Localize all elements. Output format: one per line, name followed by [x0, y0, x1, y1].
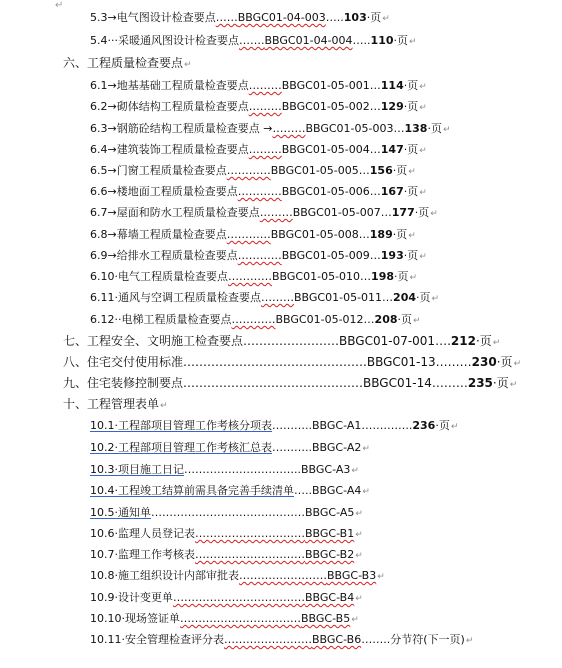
toc-entry-leader: ……….. [272, 441, 312, 454]
paragraph-mark-icon: ↵ [355, 594, 363, 604]
toc-entry-page-unit: ·页 [416, 291, 431, 304]
toc-entry-number: 九、 [63, 376, 88, 390]
toc-entry-title: ·工程部项目管理工作考核汇总表 [114, 441, 272, 454]
toc-entry-code: BBGC-A3 [301, 463, 351, 476]
toc-entry[interactable] [90, 248, 427, 264]
toc-entry-title: ·设计变更单 [114, 591, 173, 604]
toc-entry-leader: … [369, 249, 381, 262]
toc-entry-number: 10.1 [90, 419, 115, 432]
paragraph-mark-icon: ↵ [377, 572, 385, 582]
paragraph-mark-icon: ↵ [184, 60, 192, 70]
toc-entry-page: 177 [391, 206, 415, 219]
toc-entry-page: 235 [467, 376, 493, 390]
paragraph-mark-icon: ↵ [409, 273, 418, 283]
toc-entry-leader: ……… [272, 122, 306, 135]
toc-entry-leader: … [360, 270, 372, 283]
toc-entry-leader: ……… [259, 206, 293, 219]
toc-entry-page-unit: ·页 [392, 228, 408, 241]
paragraph-mark-icon: ↵ [355, 530, 363, 540]
toc-entry-leader: ……… [431, 376, 468, 390]
toc-entry-number: 6.2 [90, 100, 108, 113]
toc-entry-code: BBGC01-05-012 [275, 313, 364, 326]
toc-entry[interactable] [90, 184, 427, 200]
toc-entry[interactable] [90, 505, 363, 521]
toc-entry-leader: ………………………… [195, 548, 305, 561]
toc-entry-title: →门窗工程质量检查要点 [107, 164, 227, 177]
toc-entry[interactable] [90, 205, 438, 221]
paragraph-mark-icon: ↵ [413, 316, 421, 326]
toc-entry-page: 103 [343, 11, 367, 24]
toc-entry-leader: ………… [228, 270, 272, 283]
toc-entry-page: 236 [412, 419, 436, 432]
toc-entry[interactable] [90, 526, 363, 542]
toc-entry-number: 10.2 [90, 441, 115, 454]
toc-entry-leader: … [369, 79, 381, 92]
paragraph-mark-icon: ↵ [419, 252, 427, 262]
toc-entry-code: BBGC01-05-006 [281, 185, 370, 198]
paragraph-mark-icon: ↵ [355, 551, 363, 561]
paragraph-mark-icon: ↵ [160, 401, 168, 411]
toc-entry-number: 6.4 [90, 143, 108, 156]
toc-entry-title: ·工程部项目管理工作考核分项表 [114, 419, 272, 432]
toc-entry-number: 6.10 [90, 270, 115, 283]
toc-entry-title: 住宅装修控制要点 [87, 376, 184, 390]
toc-entry-number: 10.10 [90, 612, 122, 625]
toc-entry-page: 147 [380, 143, 404, 156]
toc-entry-number: 6.5 [90, 164, 108, 177]
toc-entry-number: 10.9 [90, 591, 115, 604]
toc-entry-number: 6.1 [90, 79, 108, 92]
toc-entry-number: 10.3 [90, 463, 115, 476]
toc-entry-title: →砌体结构工程质量检查要点 [107, 100, 249, 113]
toc-entry-leader: ……… [261, 291, 294, 304]
toc-entry-leader: … [369, 143, 381, 156]
toc-entry-leader: …………………………………… [151, 506, 305, 519]
paragraph-mark-icon: ↵ [55, 0, 64, 11]
toc-entry[interactable] [90, 269, 417, 285]
toc-entry-title: →幕墙工程质量检查要点 [107, 228, 227, 241]
toc-entry-leader: …………………… [239, 569, 327, 582]
toc-entry-number: 6.9 [90, 249, 108, 262]
toc-entry[interactable] [90, 483, 370, 499]
toc-entry-code: BBGC01-05-008 [270, 228, 359, 241]
toc-entry-page-unit: ·页 [496, 355, 513, 369]
paragraph-mark-icon: ↵ [509, 380, 518, 390]
toc-entry-title: ·现场签证单 [121, 612, 180, 625]
paragraph-mark-icon: ↵ [408, 167, 416, 177]
toc-entry-leader: …………………… [224, 633, 312, 646]
toc-entry-number: 10.7 [90, 548, 115, 561]
toc-entry-leader: ……….. [272, 419, 312, 432]
toc-entry-title: 工程安全、文明施工检查要点 [87, 334, 244, 348]
paragraph-mark-icon: ↵ [450, 422, 459, 432]
toc-entry-title: →钢筋砼结构工程质量检查要点 → [107, 122, 273, 135]
paragraph-mark-icon: ↵ [351, 466, 359, 476]
toc-entry-leader: ………… [226, 228, 271, 241]
toc-entry[interactable] [63, 354, 521, 370]
toc-entry-page: 230 [471, 355, 497, 369]
toc-entry-code: BBGC01-05-010 [272, 270, 361, 283]
toc-entry-code: BBGC01-04-003 [237, 11, 326, 24]
toc-entry-title: →给排水工程质量检查要点 [107, 249, 238, 262]
toc-entry-title: →楼地面工程质量检查要点 [107, 185, 238, 198]
toc-entry-code: BBGC01-05-001 [281, 79, 370, 92]
toc-entry-page-unit: ·页 [403, 185, 419, 198]
toc-entry-page: 138 [404, 122, 428, 135]
toc-entry-title: ·监理工作考核表 [114, 548, 195, 561]
toc-entry-leader: ………… [226, 164, 271, 177]
toc-entry-code: BBGC-B1 [305, 527, 355, 540]
toc-entry[interactable] [90, 33, 417, 49]
toc-entry-title: →建筑装饰工程质量检查要点 [107, 143, 249, 156]
toc-entry-page-unit: ·页 [397, 313, 413, 326]
toc-entry-title: ·施工组织设计内部审批表 [114, 569, 239, 582]
toc-entry[interactable] [90, 632, 473, 648]
paragraph-mark-icon: ↵ [430, 209, 438, 219]
toc-entry-page-unit: ·页 [427, 122, 442, 135]
toc-entry-number: 6.6 [90, 185, 108, 198]
paragraph-mark-icon: ↵ [419, 188, 427, 198]
toc-entry-title: →屋面和防水工程质量检查要点 [107, 206, 260, 219]
toc-entry-leader: ……… [435, 355, 472, 369]
toc-entry-code: BBGC-A4 [312, 484, 362, 497]
toc-entry-leader: ………………………… [195, 527, 305, 540]
toc-entry-code: BBGC01-14 [363, 376, 432, 390]
toc-entry-code: BBGC01-05-003 [305, 122, 394, 135]
toc-entry-number: 5.4 [90, 34, 108, 47]
toc-entry-leader: ………… [237, 249, 282, 262]
toc-entry-leader: … [358, 164, 370, 177]
toc-entry-page: 198 [371, 270, 395, 283]
toc-entry-number: 6.3 [90, 122, 108, 135]
toc-entry-page: 189 [369, 228, 393, 241]
toc-entry-leader: …….. [361, 633, 391, 646]
toc-entry-title: ···采暖通风图设计检查要点 [107, 34, 239, 47]
toc-entry-page-unit: ·页 [393, 34, 409, 47]
toc-entry-number: 5.3 [90, 11, 108, 24]
toc-entry-code: BBGC-B3 [327, 569, 377, 582]
toc-entry-code: BBGC01-05-007 [292, 206, 381, 219]
toc-entry-leader: ………… [231, 313, 276, 326]
toc-entry-code: BBGC01-04-004 [264, 34, 353, 47]
toc-entry-page-unit: ·页 [403, 100, 419, 113]
toc-entry-page-unit: ·页 [403, 249, 419, 262]
toc-entry-code: BBGC01-05-004 [281, 143, 370, 156]
toc-entry-page-unit: ·页 [475, 334, 492, 348]
toc-entry-leader: … [363, 313, 375, 326]
toc-entry[interactable] [90, 290, 439, 306]
toc-entry-leader: … [369, 100, 381, 113]
paragraph-mark-icon: ↵ [409, 37, 417, 47]
toc-entry[interactable] [90, 568, 385, 584]
toc-entry-page-unit: ·页 [414, 206, 430, 219]
toc-entry-code: BBGC01-05-002 [281, 100, 370, 113]
toc-entry-leader: … [369, 185, 381, 198]
paragraph-mark-icon: ↵ [442, 125, 451, 135]
toc-entry[interactable] [90, 440, 370, 456]
toc-entry[interactable] [90, 611, 359, 627]
toc-entry-leader: ….. [294, 484, 312, 497]
toc-entry-leader: ……………………………… [173, 591, 305, 604]
toc-entry-leader: ………… [237, 185, 282, 198]
paragraph-mark-icon: ↵ [419, 82, 427, 92]
toc-entry-number: 6.11 [90, 291, 115, 304]
toc-entry-leader: … [358, 228, 370, 241]
paragraph-mark-icon: ↵ [355, 509, 363, 519]
paragraph-mark-icon: ↵ [382, 14, 390, 24]
toc-entry-title: ·电气工程质量检查要点 [114, 270, 228, 283]
paragraph-mark-icon: ↵ [408, 231, 416, 241]
toc-entry[interactable] [90, 590, 363, 606]
toc-entry[interactable] [90, 142, 427, 158]
toc-entry-leader: … [393, 122, 405, 135]
toc-entry-number: 八、 [63, 355, 88, 369]
toc-entry-number: 10.11 [90, 633, 122, 646]
toc-entry-code: BBGC-B6 [312, 633, 362, 646]
toc-entry-page-unit: ·页 [392, 164, 408, 177]
toc-entry-number: 10.4 [90, 484, 115, 497]
toc-entry-code: BBGC01-13 [366, 355, 436, 369]
toc-entry-leader: ………………………….. [184, 463, 301, 476]
toc-entry-title: ··电梯工程质量检查要点 [114, 313, 232, 326]
toc-entry-leader: ………….. [361, 419, 413, 432]
toc-entry-page-unit: ·页 [492, 376, 509, 390]
toc-entry[interactable] [63, 396, 168, 412]
toc-entry-number: 6.8 [90, 228, 108, 241]
toc-entry-leader: …………………………… [180, 612, 301, 625]
toc-entry-page: 129 [380, 100, 404, 113]
toc-entry-code: BBGC01-07-001 [339, 334, 436, 348]
toc-entry[interactable] [63, 333, 500, 349]
toc-entry-code: BBGC-A5 [305, 506, 355, 519]
toc-entry-number: 六、 [63, 56, 88, 70]
toc-entry-page-unit: ·页 [366, 11, 382, 24]
toc-entry-title: ·项目施工日记 [114, 463, 184, 476]
toc-entry-number: 10.6 [90, 527, 115, 540]
toc-entry-page-unit: ·页 [435, 419, 450, 432]
paragraph-mark-icon: ↵ [513, 359, 522, 369]
toc-entry-page-unit: ·页 [403, 79, 419, 92]
toc-entry-title: →地基基础工程质量检查要点 [107, 79, 249, 92]
paragraph-mark-icon: ↵ [351, 615, 359, 625]
toc-entry-title: 住宅交付使用标准 [87, 355, 184, 369]
toc-entry[interactable] [90, 78, 427, 94]
toc-entry-title: 工程质量检查要点 [87, 56, 184, 70]
toc-entry-page: 114 [380, 79, 404, 92]
toc-entry-title: ·通风与空调工程质量检查要点 [114, 291, 261, 304]
toc-entry-code: BBGC-B4 [305, 591, 355, 604]
toc-entry-page-unit: ·页 [394, 270, 409, 283]
toc-entry[interactable] [90, 163, 416, 179]
toc-entry-page-unit: 分节符(下一页) [390, 633, 465, 646]
toc-entry-page: 208 [374, 313, 398, 326]
toc-entry-number: 10.5 [90, 506, 115, 519]
toc-entry-title: ·安全管理检查评分表 [121, 633, 224, 646]
toc-entry-leader: ……… [248, 100, 282, 113]
toc-entry-leader: ….. [352, 34, 371, 47]
toc-entry[interactable] [90, 312, 421, 328]
toc-entry-leader: ……. [239, 34, 265, 47]
paragraph-mark-icon: ↵ [492, 338, 501, 348]
toc-entry-leader: ……… [248, 143, 282, 156]
toc-entry[interactable] [63, 55, 192, 71]
toc-entry-number: 6.12 [90, 313, 115, 326]
toc-entry-leader: ……… [248, 79, 282, 92]
paragraph-mark-icon: ↵ [362, 444, 370, 454]
paragraph-mark-icon: ↵ [419, 103, 427, 113]
toc-entry[interactable] [90, 227, 416, 243]
toc-entry[interactable] [90, 462, 359, 478]
toc-entry-leader: …………………… [243, 334, 340, 348]
toc-entry-code: BBGC01-05-011 [294, 291, 383, 304]
toc-entry[interactable] [90, 121, 451, 137]
toc-entry-leader: …. [435, 334, 451, 348]
toc-entry-number: 十、 [63, 397, 88, 411]
toc-entry-code: BBGC01-05-005 [270, 164, 359, 177]
toc-entry-title: ·工程竣工结算前需具备完善手续清单 [114, 484, 294, 497]
paragraph-mark-icon: ↵ [465, 636, 474, 646]
toc-entry-code: BBGC-B2 [305, 548, 355, 561]
toc-entry-title: →电气图设计检查要点 [107, 11, 216, 24]
toc-entry-title: ·监理人员登记表 [114, 527, 195, 540]
toc-entry-leader: …… [215, 11, 238, 24]
toc-entry-page: 204 [393, 291, 417, 304]
toc-entry-leader: … [380, 206, 392, 219]
toc-entry-page: 110 [370, 34, 394, 47]
toc-entry-title: ·通知单 [114, 506, 151, 519]
toc-entry-number: 6.7 [90, 206, 108, 219]
toc-entry[interactable] [63, 375, 517, 391]
toc-entry[interactable] [90, 10, 390, 26]
toc-entry-number: 七、 [63, 334, 88, 348]
toc-entry-leader: … [382, 291, 394, 304]
toc-entry-leader: ………………………………………. [183, 355, 367, 369]
toc-entry-title: 工程管理表单 [87, 397, 160, 411]
toc-entry-code: BBGC-B5 [301, 612, 351, 625]
toc-entry[interactable] [90, 418, 458, 434]
paragraph-mark-icon: ↵ [419, 146, 427, 156]
toc-entry-code: BBGC-A1 [312, 419, 362, 432]
toc-entry[interactable] [90, 99, 427, 115]
toc-entry-page: 212 [450, 334, 476, 348]
toc-entry-code: BBGC01-05-009 [281, 249, 370, 262]
toc-entry-leader: ……………………………………… [183, 376, 364, 390]
paragraph-mark-icon: ↵ [362, 487, 370, 497]
toc-entry[interactable] [90, 547, 363, 563]
paragraph-mark-icon: ↵ [431, 294, 440, 304]
toc-entry-page: 156 [369, 164, 393, 177]
toc-entry-code: BBGC-A2 [312, 441, 362, 454]
toc-entry-page-unit: ·页 [403, 143, 419, 156]
toc-entry-number: 10.8 [90, 569, 115, 582]
toc-entry-page: 193 [380, 249, 404, 262]
toc-entry-leader: ….. [325, 11, 344, 24]
toc-entry-page: 167 [380, 185, 404, 198]
